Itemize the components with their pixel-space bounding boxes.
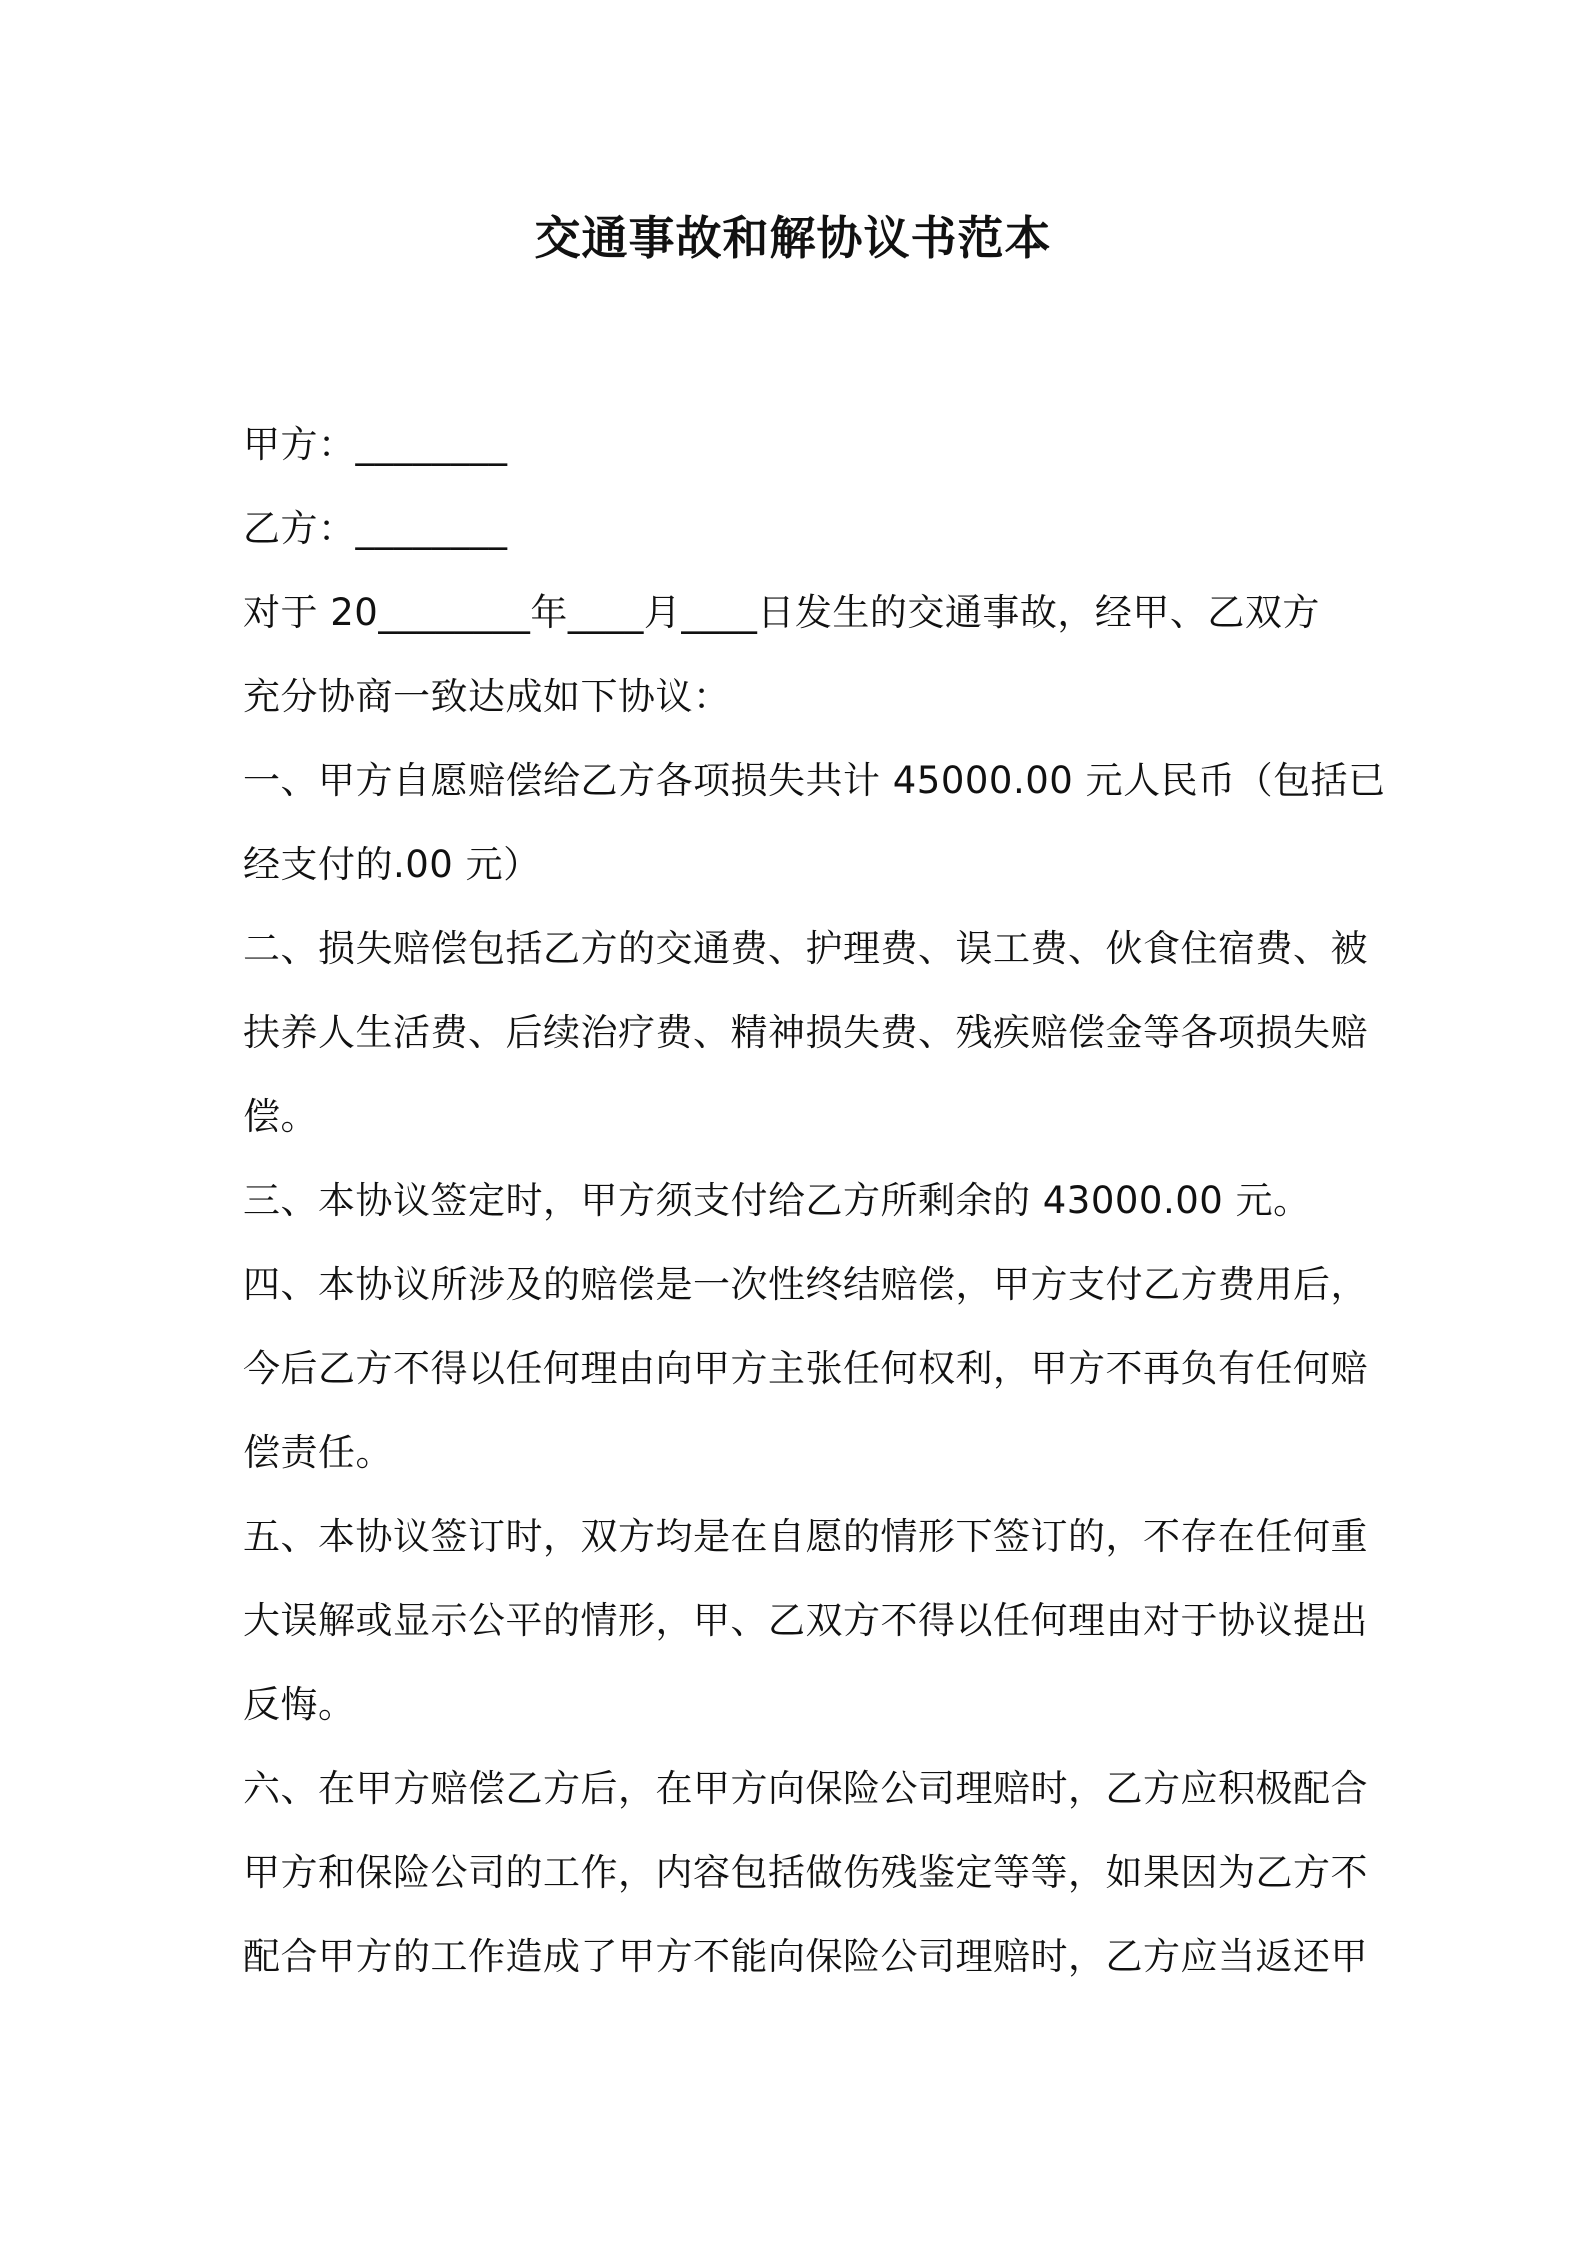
text-line-intro-1: 对于 20________年____月____日发生的交通事故，经甲、乙双方: [243, 591, 1320, 634]
text-line-clause-4b: 今后乙方不得以任何理由向甲方主张任何权利，甲方不再负有任何赔: [243, 1347, 1368, 1390]
text-line-clause-5b: 大误解或显示公平的情形，甲、乙双方不得以任何理由对于协议提出: [243, 1599, 1368, 1642]
text-line-clause-4a: 四、本协议所涉及的赔偿是一次性终结赔偿，甲方支付乙方费用后，: [243, 1263, 1368, 1306]
text-line-intro-2: 充分协商一致达成如下协议：: [243, 675, 731, 718]
text-line-clause-1b: 经支付的.00 元）: [243, 843, 541, 886]
text-line-clause-5c: 反悔。: [243, 1683, 356, 1726]
text-line-party-b: 乙方：________: [243, 507, 508, 550]
text-line-clause-2b: 扶养人生活费、后续治疗费、精神损失费、残疾赔偿金等各项损失赔: [243, 1011, 1368, 1054]
text-line-clause-2c: 偿。: [243, 1095, 318, 1138]
text-line-clause-4c: 偿责任。: [243, 1431, 393, 1474]
document-body: [243, 403, 1386, 1999]
text-line-clause-6c: 配合甲方的工作造成了甲方不能向保险公司理赔时，乙方应当返还甲: [243, 1935, 1368, 1978]
text-line-clause-1a: 一、甲方自愿赔偿给乙方各项损失共计 45000.00 元人民币（包括已: [243, 759, 1386, 802]
text-line-party-a: 甲方：________: [243, 423, 508, 466]
text-line-clause-5a: 五、本协议签订时，双方均是在自愿的情形下签订的，不存在任何重: [243, 1515, 1368, 1558]
text-line-clause-6b: 甲方和保险公司的工作，内容包括做伤残鉴定等等，如果因为乙方不: [243, 1851, 1368, 1894]
text-line-clause-2a: 二、损失赔偿包括乙方的交通费、护理费、误工费、伙食住宿费、被: [243, 927, 1368, 970]
text-line-clause-6a: 六、在甲方赔偿乙方后，在甲方向保险公司理赔时，乙方应积极配合: [243, 1767, 1368, 1810]
text-line-clause-3: 三、本协议签定时，甲方须支付给乙方所剩余的 43000.00 元。: [243, 1179, 1311, 1222]
document-title: 交通事故和解协议书范本: [534, 211, 1052, 265]
